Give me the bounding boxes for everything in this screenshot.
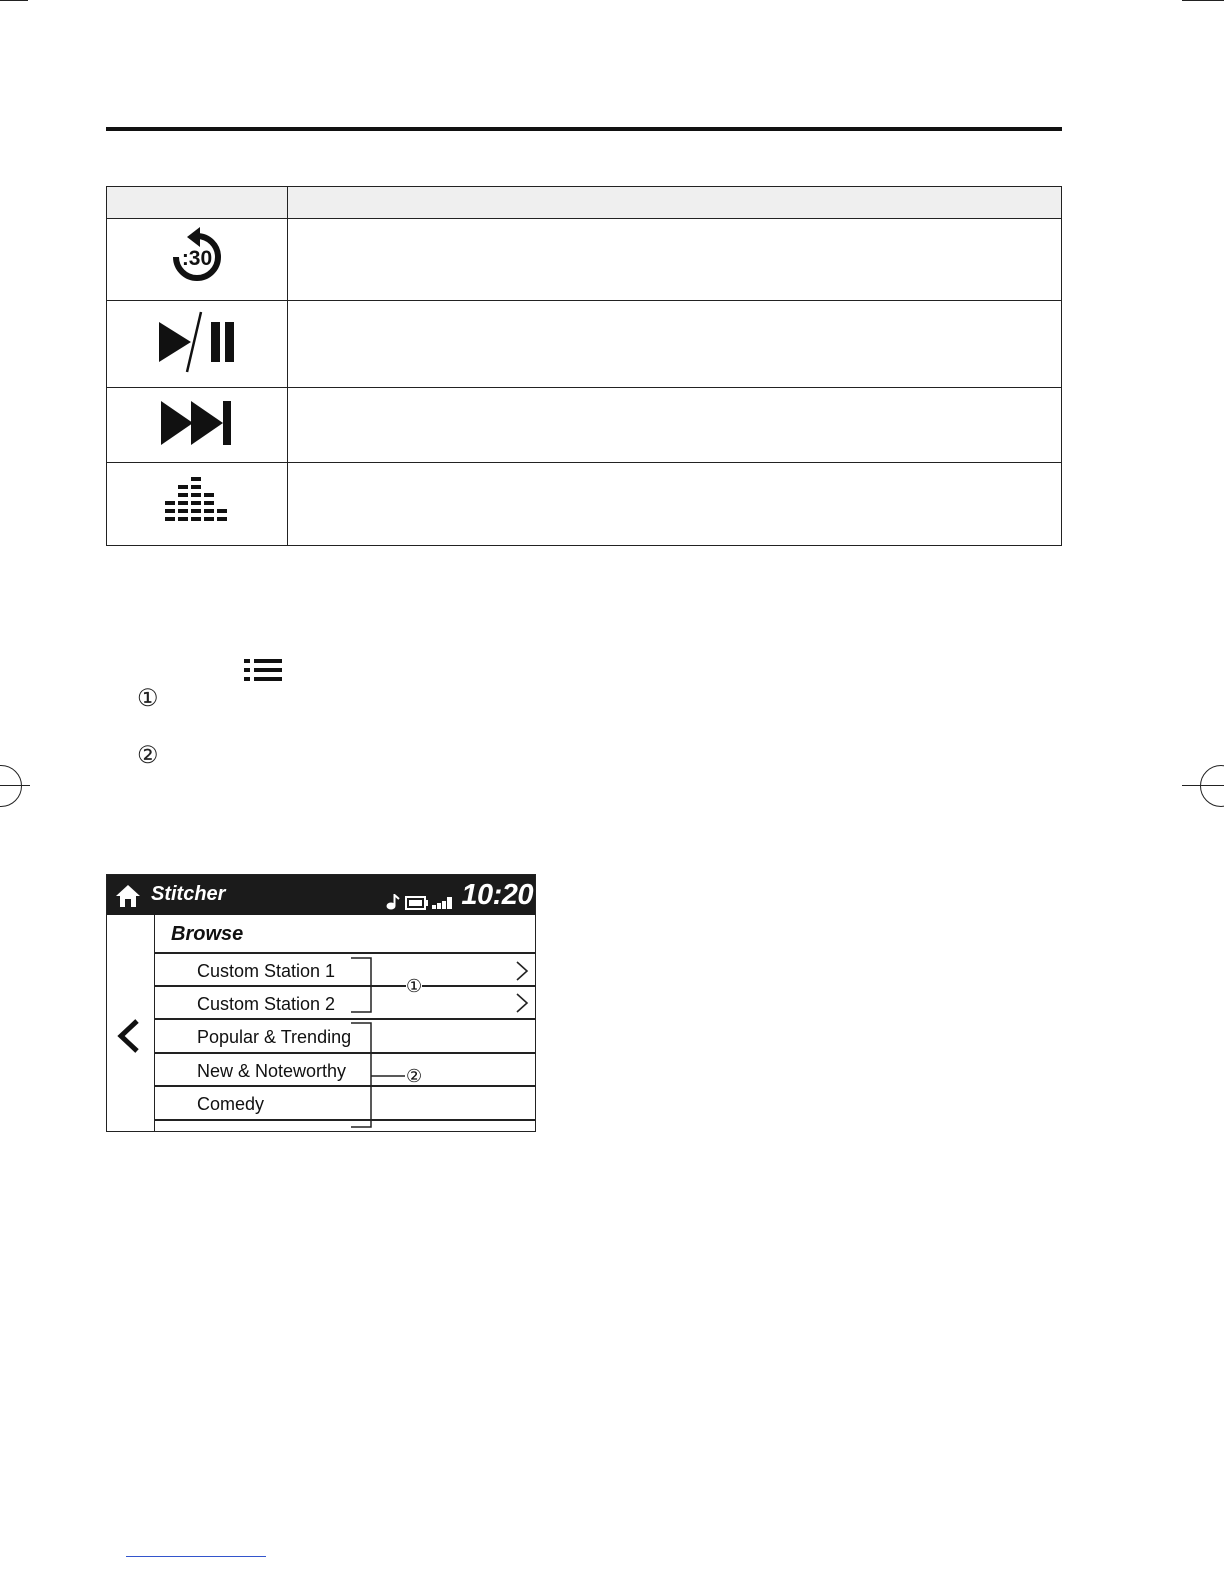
table-row [107,463,1062,546]
svg-text::30: :30 [181,247,213,270]
equalizer-icon [165,475,229,529]
signal-icon [432,895,454,909]
battery-icon [405,896,429,910]
table-row [107,388,1062,463]
back-button[interactable] [107,915,155,1131]
table-row [107,301,1062,388]
list-item-label: Custom Station 2 [197,994,336,1014]
callout-2: ② [137,742,159,769]
home-icon[interactable] [115,884,141,908]
footer-link-line [126,1556,266,1557]
skip-description [288,388,1062,463]
section-title: Browse [171,923,244,945]
status-bar [107,875,535,915]
skip-forward-icon [159,399,235,447]
registration-line-right [1182,785,1224,786]
callout-1: ① [137,685,159,712]
stitcher-screen [106,874,536,1132]
replay-description [288,219,1062,301]
callout-label-1: ① [406,976,423,996]
callout-label-2: ② [406,1066,423,1086]
equalizer-description [288,463,1062,546]
list-item-label: Comedy [197,1094,265,1114]
list-item-label: Popular & Trending [197,1027,352,1047]
crop-mark-top-left [0,0,28,1]
icon-table [106,186,1062,546]
app-title: Stitcher [151,883,226,905]
list-item-label: Custom Station 1 [197,961,336,981]
chevron-left-icon [115,1018,143,1054]
list-item-label: New & Noteworthy [197,1061,347,1081]
registration-mark-right [1200,765,1224,807]
crop-mark-top-right [1182,0,1224,1]
callout-brackets [345,955,535,1130]
section-rule [106,127,1062,131]
table-header [107,187,1062,219]
header-cell-icon [107,187,288,219]
divider [155,952,536,954]
registration-mark-left [0,765,22,807]
header-cell-description [288,187,1062,219]
replay-30-icon [167,227,227,287]
registration-line-left [0,785,30,786]
play-pause-icon [155,310,239,374]
clock: 10:20 [461,879,533,911]
list-icon [244,658,282,682]
play-pause-description [288,301,1062,388]
music-note-icon [386,894,400,910]
table-row [107,219,1062,301]
